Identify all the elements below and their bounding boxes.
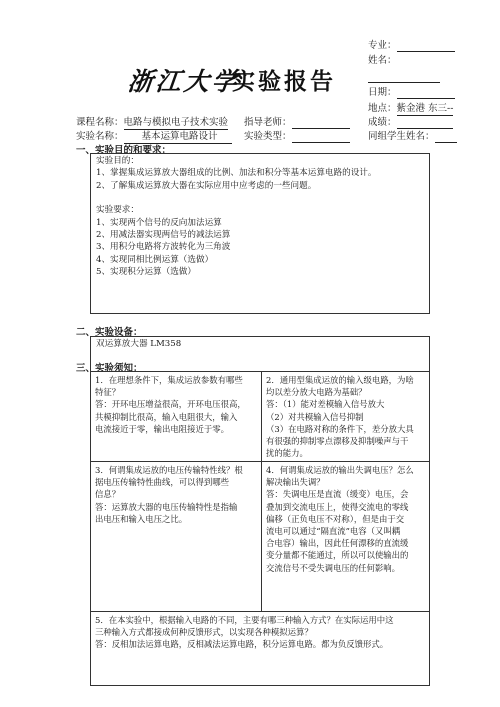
date-field: 日期： — [368, 87, 455, 99]
purpose-heading: 实验目的： — [96, 156, 139, 166]
section-notes-title: 三、实验须知： — [76, 363, 143, 374]
id-blank[interactable] — [368, 71, 440, 83]
experiment-type-field: 实验类型： — [244, 131, 350, 143]
requirement-item: 3、用积分电路将方波转化为三角波 — [96, 242, 231, 253]
id-field — [368, 71, 440, 83]
requirement-heading: 实验要求： — [96, 205, 139, 216]
date-blank[interactable] — [397, 87, 455, 99]
purpose-item: 1、掌握集成运算放大器组成的比例、加法和积分等基本运算电路的设计。 — [96, 168, 377, 179]
question-5: 5．在本实验中，根据输入电路的不同，主要有哪三种输入方式？在实际运用中这 三种输入方式都接成何种反馈形式，以实现各种模拟运算？ 答：反相加法运算电路，反相减法运算电路，积分运算电路。都为负反馈形式。 — [95, 615, 394, 650]
notes-table — [90, 371, 430, 686]
location-field: 地点：紫金港 东三-- — [368, 103, 454, 114]
name-field: 姓名： — [368, 55, 397, 66]
section-purpose-title: 一、实验目的和要求： — [76, 145, 172, 156]
partner-field: 同组学生姓名： — [368, 131, 457, 143]
score-blank[interactable] — [397, 117, 453, 129]
type-blank[interactable] — [292, 131, 350, 143]
score-field: 成绩： — [368, 117, 453, 129]
requirement-item: 1、实现两个信号的反向加法运算 — [96, 217, 222, 228]
teacher-blank[interactable] — [292, 117, 350, 129]
question-4: 4．何谓集成运放的输出失调电压？怎么 解决输出失调？ 答：失调电压是直流（缓变）电压，会 叠加到交流电压上，使得交流电的零线 偏移（正负电压不对称），但是由于交 流电可以通过“隔直流”电容（又叫耦 合电容）输出，因此任何漂移的直流缓 变分量都不能通过，所以可以使输出的 交流信号不受失调电压的任何影响。 — [266, 465, 414, 573]
experiment-name-field: 实验名称： 基本运算电路设计 — [76, 131, 232, 144]
major-field: 专业： — [368, 40, 455, 52]
university-logo: 浙江大学 — [126, 67, 242, 96]
major-blank[interactable] — [397, 40, 455, 52]
teacher-field: 指导老师： — [244, 117, 350, 129]
report-title: 实验报告 — [232, 68, 336, 95]
question-2: 2．通用型集成运放的输入级电路，为啥 均以差分放大电路为基础？ 答：（1）能对差模输入信号放大 （2）对共模输入信号抑制 （3）在电路对称的条件下，差分放大具 有很强的抑制零点漂移及抑制噪声与干 扰的能力。 — [266, 375, 414, 459]
question-1: 1．在理想条件下，集成运放参数有哪些 特征？ 答：开环电压增益很高，开环电压很高， 共模抑制比很高，输入电阻很大，输入 电流接近于零，输出电阻接近于零。 — [95, 375, 246, 434]
requirement-item: 5、实现积分运算（选做） — [96, 267, 196, 278]
requirement-item: 4、实现同相比例运算（选做） — [96, 254, 214, 265]
course-name-field: 课程名称：电路与模拟电子技术实验 — [76, 117, 229, 128]
question-3: 3．何谓集成运放的电压传输特性线？根 据电压传输特性曲线，可以得到哪些 信息？ 答：运算放大器的电压传输特性是指输 出电压和输入电压之比。 — [95, 465, 243, 524]
purpose-item: 2、了解集成运算放大器在实际应用中应考虑的一些问题。 — [96, 180, 317, 191]
partner-blank[interactable] — [435, 131, 457, 143]
section-equipment-title: 二、实验设备： — [76, 327, 143, 338]
purpose-box — [90, 153, 430, 314]
requirement-item: 2、用减法器实现两信号的减法运算 — [96, 230, 231, 241]
equipment-text: 双运算放大器 LM358 — [96, 339, 182, 349]
